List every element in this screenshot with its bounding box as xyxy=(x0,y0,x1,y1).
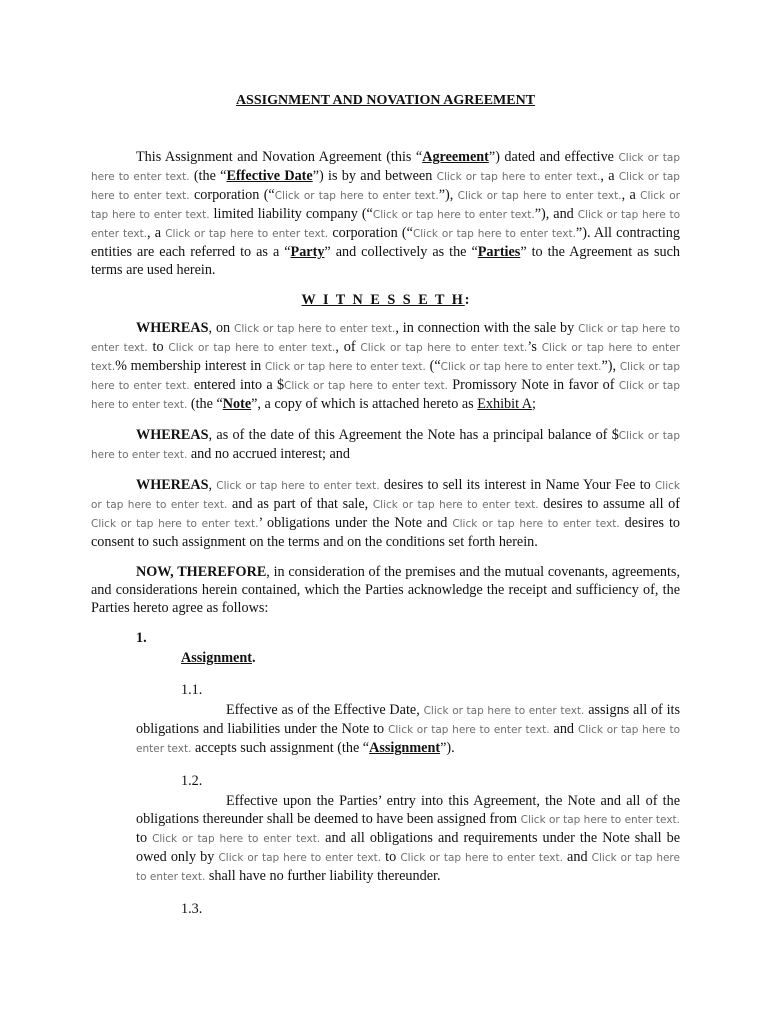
placeholder-field[interactable]: Click or tap here to enter text. xyxy=(91,152,681,183)
text: ’s xyxy=(527,339,542,355)
text: accepts such assignment (the “ xyxy=(191,740,370,756)
section-1-1-body xyxy=(136,701,680,758)
text: limited liability company (“ xyxy=(209,206,373,222)
text: to xyxy=(147,339,169,355)
placeholder-field[interactable]: Click or tap here to enter text. xyxy=(91,190,680,221)
text: This Assignment and Novation Agreement (this “ xyxy=(136,149,423,165)
section-1-2-body xyxy=(136,792,680,886)
placeholder-field[interactable]: Click or tap here to enter text. xyxy=(234,323,396,335)
placeholder-field[interactable]: Click or tap here to enter text. xyxy=(423,705,585,717)
placeholder-field[interactable]: Click or tap here to enter text. xyxy=(136,724,680,755)
document-title: ASSIGNMENT AND NOVATION AGREEMENT xyxy=(235,93,536,108)
text: , as of the date of this Agreement the Note has a principal balance of $ xyxy=(208,427,619,443)
text: , of xyxy=(335,339,361,355)
whereas-paragraph-2 xyxy=(91,426,680,464)
text: ”) dated and effective xyxy=(488,149,619,165)
text: ”). All contracting entities are each referred to as a “ xyxy=(91,225,680,260)
placeholder-field[interactable]: Click or tap here to enter text. xyxy=(91,430,680,461)
section-1-2-number: 1.2. xyxy=(181,773,203,789)
text: assigns all of its obligations and liabilities under the Note to xyxy=(136,702,680,737)
text: and xyxy=(549,721,578,737)
placeholder-field[interactable]: Click or tap here to enter text. xyxy=(372,209,535,221)
text: Effective upon the Parties’ entry into this Agreement, the Note and all of the obligations thereunder shall be deemed to have been assigned from xyxy=(136,793,680,827)
whereas-paragraph-3 xyxy=(91,476,680,551)
placeholder-field[interactable]: Click or tap here to enter text. xyxy=(91,323,681,354)
text: (“ xyxy=(425,358,441,374)
placeholder-field[interactable]: Click or tap here to enter text. xyxy=(91,480,680,511)
text: ”), xyxy=(601,358,620,374)
text: corporation (“ xyxy=(328,225,413,241)
placeholder-field[interactable]: Click or tap here to enter text. xyxy=(216,480,380,492)
whereas-lead: WHEREAS xyxy=(136,320,209,336)
section-1-3-number: 1.3. xyxy=(181,901,203,917)
section-1-1-number: 1.1. xyxy=(181,682,203,698)
text: , a xyxy=(621,187,641,203)
text: and xyxy=(562,849,592,865)
placeholder-field[interactable]: Click or tap here to enter text. xyxy=(400,852,563,864)
text: desires to assume all of xyxy=(538,496,681,512)
text: corporation (“ xyxy=(189,187,275,203)
now-therefore-lead: NOW, THEREFORE xyxy=(136,564,267,580)
text: and all obligations and requirements under the Note shall be owed only by xyxy=(136,830,680,865)
text: entered into a $ xyxy=(189,377,285,393)
text: ”), and xyxy=(534,206,578,222)
text: , in connection with the sale by xyxy=(395,320,579,336)
text: Promissory Note in favor of xyxy=(447,377,619,393)
placeholder-field[interactable]: Click or tap here to enter text. xyxy=(136,852,680,883)
placeholder-field[interactable]: Click or tap here to enter text. xyxy=(284,380,448,392)
text: and no accrued interest; and xyxy=(187,446,350,462)
whereas-lead: WHEREAS xyxy=(136,477,209,493)
witnesseth-colon: : xyxy=(464,292,470,308)
text: ”, a copy of which is attached hereto as xyxy=(251,396,478,412)
placeholder-field[interactable]: Click or tap here to enter text. xyxy=(165,228,329,240)
placeholder-field[interactable]: Click or tap here to enter text. xyxy=(452,518,620,530)
text: (the “ xyxy=(189,168,227,184)
exhibit-a-reference: Exhibit A xyxy=(477,396,533,412)
placeholder-field[interactable]: Click or tap here to enter text. xyxy=(274,190,439,202)
section-1-title xyxy=(181,649,680,667)
text: ”) is by and between xyxy=(312,168,437,184)
defined-term-effective-date: Effective Date xyxy=(226,168,313,184)
placeholder-field[interactable]: Click or tap here to enter text. xyxy=(91,380,681,411)
text: ; xyxy=(532,396,536,412)
text: to xyxy=(136,830,153,846)
placeholder-field[interactable]: Click or tap here to enter text. xyxy=(520,814,680,826)
placeholder-field[interactable]: Click or tap here to enter text. xyxy=(168,342,336,354)
text: ”), xyxy=(438,187,458,203)
text: , on xyxy=(208,320,235,336)
text: and as part of that sale, xyxy=(227,496,373,512)
defined-term-party: Party xyxy=(290,244,325,260)
witnesseth-heading xyxy=(91,291,680,309)
section-1-number: 1. xyxy=(136,630,147,646)
text: . xyxy=(251,650,256,666)
placeholder-field[interactable]: Click or tap here to enter text. xyxy=(152,833,321,845)
text: ’ obligations under the Note and xyxy=(258,515,453,531)
placeholder-field[interactable]: Click or tap here to enter text. xyxy=(91,171,680,202)
defined-term-note: Note xyxy=(222,396,252,412)
text: , xyxy=(208,477,217,493)
whereas-paragraph-1 xyxy=(91,319,680,414)
document-page xyxy=(91,92,680,918)
text: shall have no further liability thereunder. xyxy=(205,868,441,884)
text: desires to sell its interest in Name Your Fee to xyxy=(379,477,655,493)
placeholder-field[interactable]: Click or tap here to enter text. xyxy=(436,171,601,183)
placeholder-field[interactable]: Click or tap here to enter text. xyxy=(91,342,680,373)
now-therefore-paragraph xyxy=(91,563,680,617)
placeholder-field[interactable]: Click or tap here to enter text. xyxy=(91,209,681,240)
text: , a xyxy=(147,225,166,241)
whereas-lead: WHEREAS xyxy=(136,427,209,443)
placeholder-field[interactable]: Click or tap here to enter text. xyxy=(440,361,602,373)
defined-term-assignment: Assignment xyxy=(369,740,441,756)
placeholder-field[interactable]: Click or tap here to enter text. xyxy=(91,361,681,392)
section-1-title-text: Assignment xyxy=(181,650,252,666)
placeholder-field[interactable]: Click or tap here to enter text. xyxy=(457,190,622,202)
text: Effective as of the Effective Date, xyxy=(226,702,424,718)
text: % membership interest in xyxy=(115,358,266,374)
placeholder-field[interactable]: Click or tap here to enter text. xyxy=(91,518,259,530)
placeholder-field[interactable]: Click or tap here to enter text. xyxy=(218,852,382,864)
intro-paragraph xyxy=(91,148,680,279)
text: (the “ xyxy=(187,396,223,412)
text: ” to the Agreement as such terms are used herein. xyxy=(91,244,680,278)
placeholder-field[interactable]: Click or tap here to enter text. xyxy=(265,361,426,373)
witnesseth-text: W I T N E S S E T H xyxy=(301,292,465,308)
text: ”). xyxy=(440,740,455,756)
text: , in consideration of the premises and the mutual covenants, agreements, and considerations herein contained, which the Parties acknowledge the receipt and sufficiency of, the Parties hereto agree as follows: xyxy=(91,564,680,616)
placeholder-field[interactable]: Click or tap here to enter text. xyxy=(388,724,550,736)
text: to xyxy=(381,849,401,865)
text: ” and collectively as the “ xyxy=(324,244,478,260)
placeholder-field[interactable]: Click or tap here to enter text. xyxy=(360,342,528,354)
defined-term-parties: Parties xyxy=(477,244,521,260)
placeholder-field[interactable]: Click or tap here to enter text. xyxy=(372,499,539,511)
text: desires to consent to such assignment on the terms and on the conditions set forth herein. xyxy=(91,515,680,550)
text: , a xyxy=(600,168,619,184)
defined-term-agreement: Agreement xyxy=(422,149,489,165)
placeholder-field[interactable]: Click or tap here to enter text. xyxy=(412,228,576,240)
